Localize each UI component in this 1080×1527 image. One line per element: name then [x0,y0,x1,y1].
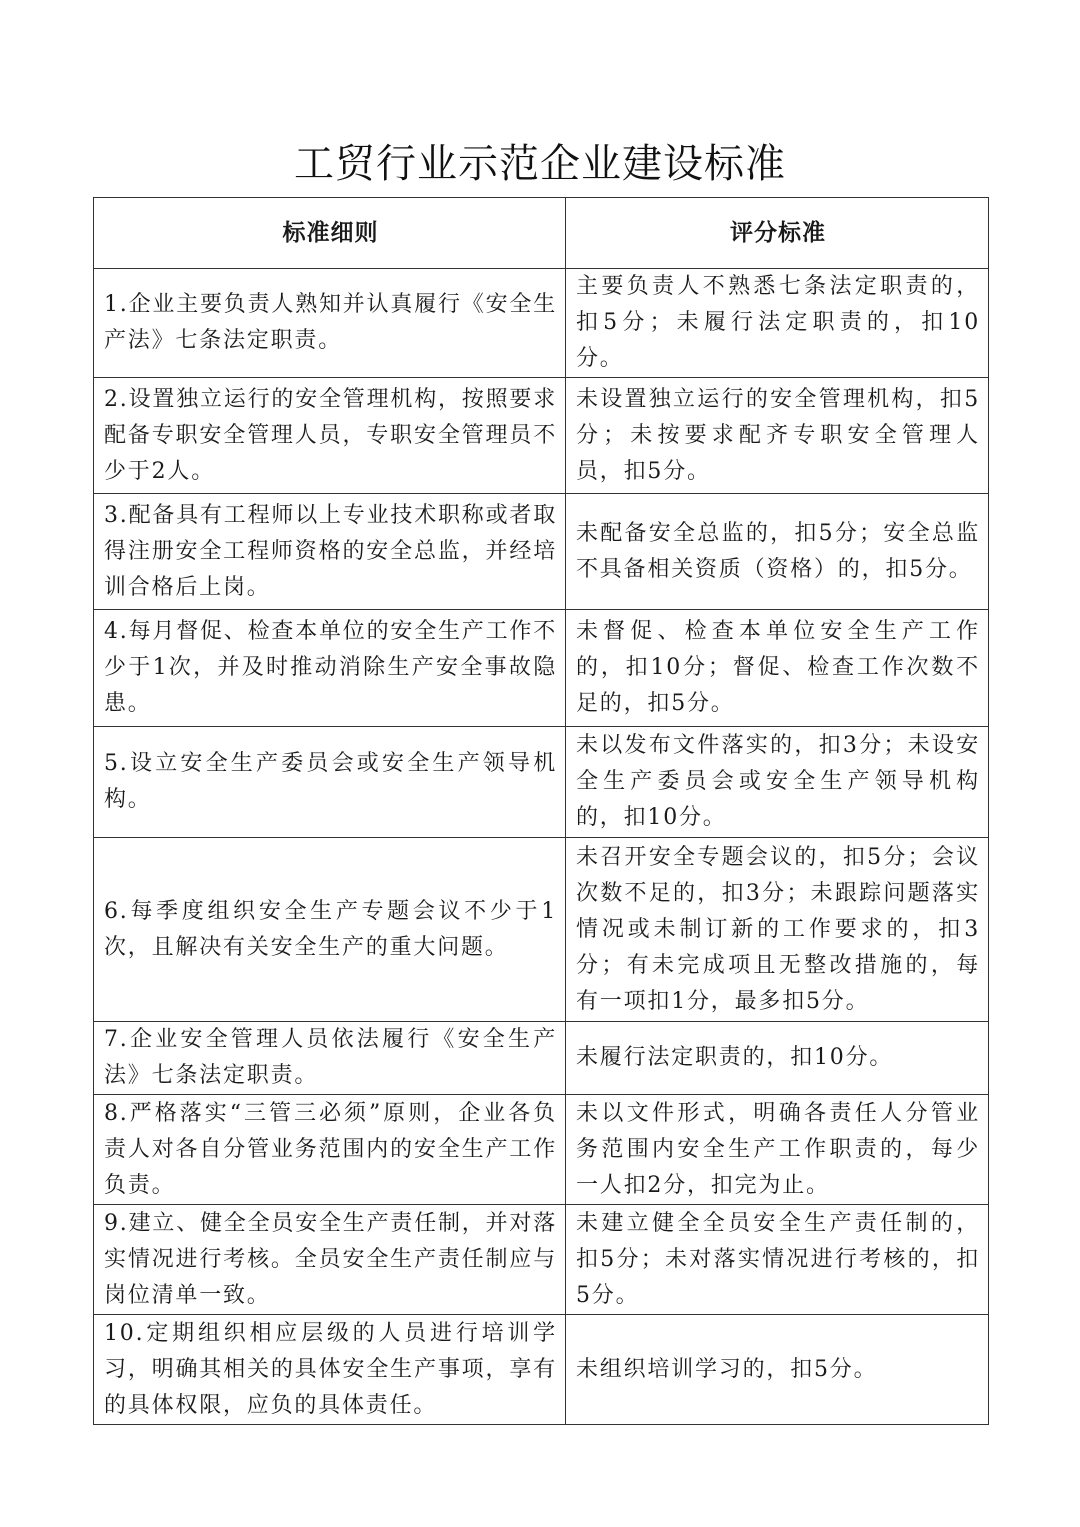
table-row [94,1205,989,1315]
criterion-cell: 10.定期组织相应层级的人员进行培训学习，明确其相关的具体安全生产事项，享有的具体权限，应负的具体责任。 [94,1315,566,1425]
table-row [94,727,989,838]
criterion-cell: 5.设立安全生产委员会或安全生产领导机构。 [94,727,566,838]
criterion-cell: 9.建立、健全全员安全生产责任制，并对落实情况进行考核。全员安全生产责任制应与岗位清单一致。 [94,1205,566,1315]
column-header-criterion: 标准细则 [94,198,566,269]
scoring-cell: 未建立健全全员安全生产责任制的，扣5分；未对落实情况进行考核的，扣5分。 [566,1205,989,1315]
scoring-cell: 未组织培训学习的，扣5分。 [566,1315,989,1425]
criterion-cell: 2.设置独立运行的安全管理机构，按照要求配备专职安全管理人员，专职安全管理员不少于2人。 [94,378,566,494]
standards-table [93,197,989,1425]
criterion-cell: 7.企业安全管理人员依法履行《安全生产法》七条法定职责。 [94,1022,566,1095]
criterion-cell: 3.配备具有工程师以上专业技术职称或者取得注册安全工程师资格的安全总监，并经培训合格后上岗。 [94,494,566,610]
criterion-cell: 6.每季度组织安全生产专题会议不少于1次，且解决有关安全生产的重大问题。 [94,838,566,1022]
scoring-cell: 未设置独立运行的安全管理机构，扣5分；未按要求配齐专职安全管理人员，扣5分。 [566,378,989,494]
table-row [94,378,989,494]
column-header-scoring: 评分标准 [566,198,989,269]
scoring-cell: 未召开安全专题会议的，扣5分；会议次数不足的，扣3分；未跟踪问题落实情况或未制订新的工作要求的，扣3分；有未完成项且无整改措施的，每有一项扣1分，最多扣5分。 [566,838,989,1022]
scoring-cell: 主要负责人不熟悉七条法定职责的，扣5分；未履行法定职责的，扣10分。 [566,269,989,378]
scoring-cell: 未以文件形式，明确各责任人分管业务范围内安全生产工作职责的，每少一人扣2分，扣完为止。 [566,1095,989,1205]
table-row [94,1315,989,1425]
table-row [94,1022,989,1095]
scoring-cell: 未履行法定职责的，扣10分。 [566,1022,989,1095]
table-row [94,1095,989,1205]
table-row [94,494,989,610]
table-row [94,838,989,1022]
table-header-row [94,198,989,269]
scoring-cell: 未配备安全总监的，扣5分；安全总监不具备相关资质（资格）的，扣5分。 [566,494,989,610]
scoring-cell: 未督促、检查本单位安全生产工作的，扣10分；督促、检查工作次数不足的，扣5分。 [566,610,989,727]
table-row [94,610,989,727]
criterion-cell: 1.企业主要负责人熟知并认真履行《安全生产法》七条法定职责。 [94,269,566,378]
scoring-cell: 未以发布文件落实的，扣3分；未设安全生产委员会或安全生产领导机构的，扣10分。 [566,727,989,838]
criterion-cell: 8.严格落实“三管三必须”原则，企业各负责人对各自分管业务范围内的安全生产工作负责。 [94,1095,566,1205]
criterion-cell: 4.每月督促、检查本单位的安全生产工作不少于1次，并及时推动消除生产安全事故隐患。 [94,610,566,727]
table-row [94,269,989,378]
page-title: 工贸行业示范企业建设标准 [294,141,786,187]
